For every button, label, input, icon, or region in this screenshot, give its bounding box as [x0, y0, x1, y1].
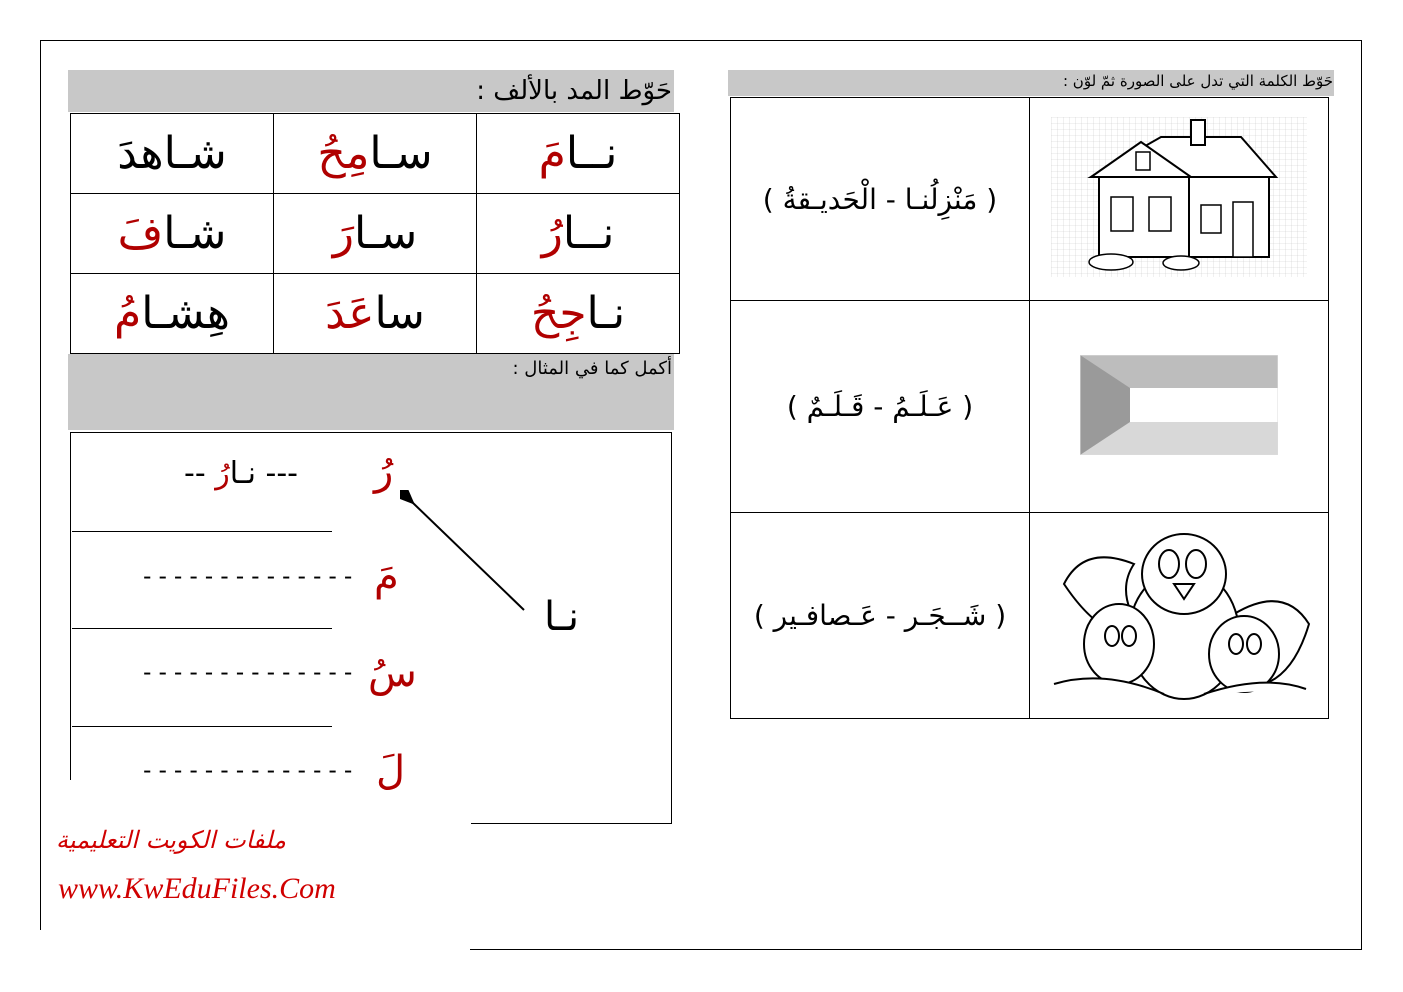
box-gap [68, 790, 471, 830]
grid-cell: نـاجِحُ [477, 274, 680, 354]
row-divider [72, 628, 332, 629]
answer-blank: -------------- [140, 658, 357, 686]
answer-blank: -------------- [140, 562, 357, 590]
picture-word-table [730, 97, 1329, 719]
flag-image [1030, 301, 1329, 513]
word-choice: ( عَـلَـمُ - قَـلَـمٌ ) [731, 301, 1030, 513]
right-title: حَوّط الكلمة التي تدل على الصورة ثمّ لوّن : [1062, 72, 1333, 90]
syllable-na: نـا [544, 594, 580, 640]
grid-cell: هِشـامُ [71, 274, 274, 354]
grid-cell: نــارُ [477, 194, 680, 274]
grid-cell: شـافَ [71, 194, 274, 274]
row-divider [72, 726, 332, 727]
row-divider [72, 531, 332, 532]
letter-meem: مَ [374, 554, 399, 600]
answer-blank: -------------- [140, 756, 357, 784]
word-choice: ( شَــجَـر - عَـصافـير ) [731, 513, 1030, 719]
watermark-arabic: ملفات الكويت التعليمية [56, 826, 286, 854]
letter-lam: لَ [376, 748, 406, 794]
letter-seen: سُ [368, 650, 417, 696]
grid-cell: شـاهدَ [71, 114, 274, 194]
grid-cell: ساعَدَ [274, 274, 477, 354]
watermark-url: www.KwEduFiles.Com [58, 872, 336, 905]
grid-cell: سـامِحُ [274, 114, 477, 194]
word-choice: ( مَنْزِلُنـا - الْحَديـقةُ ) [731, 98, 1030, 301]
frame-gap [40, 930, 470, 960]
letter-ra: رُ [374, 448, 394, 494]
box-gap-edge [68, 780, 72, 820]
complete-title: أكمل كما في المثال : [512, 358, 672, 379]
grid-cell: نــامَ [477, 114, 680, 194]
example-arrow [400, 490, 530, 615]
example-answer: --- نـارُ -- [184, 456, 298, 491]
grid-cell: سـارَ [274, 194, 477, 274]
birds-image [1030, 513, 1329, 719]
left-title: حَوّط المد بالألف : [476, 76, 672, 106]
elongation-grid [70, 113, 680, 354]
house-image [1030, 98, 1329, 301]
